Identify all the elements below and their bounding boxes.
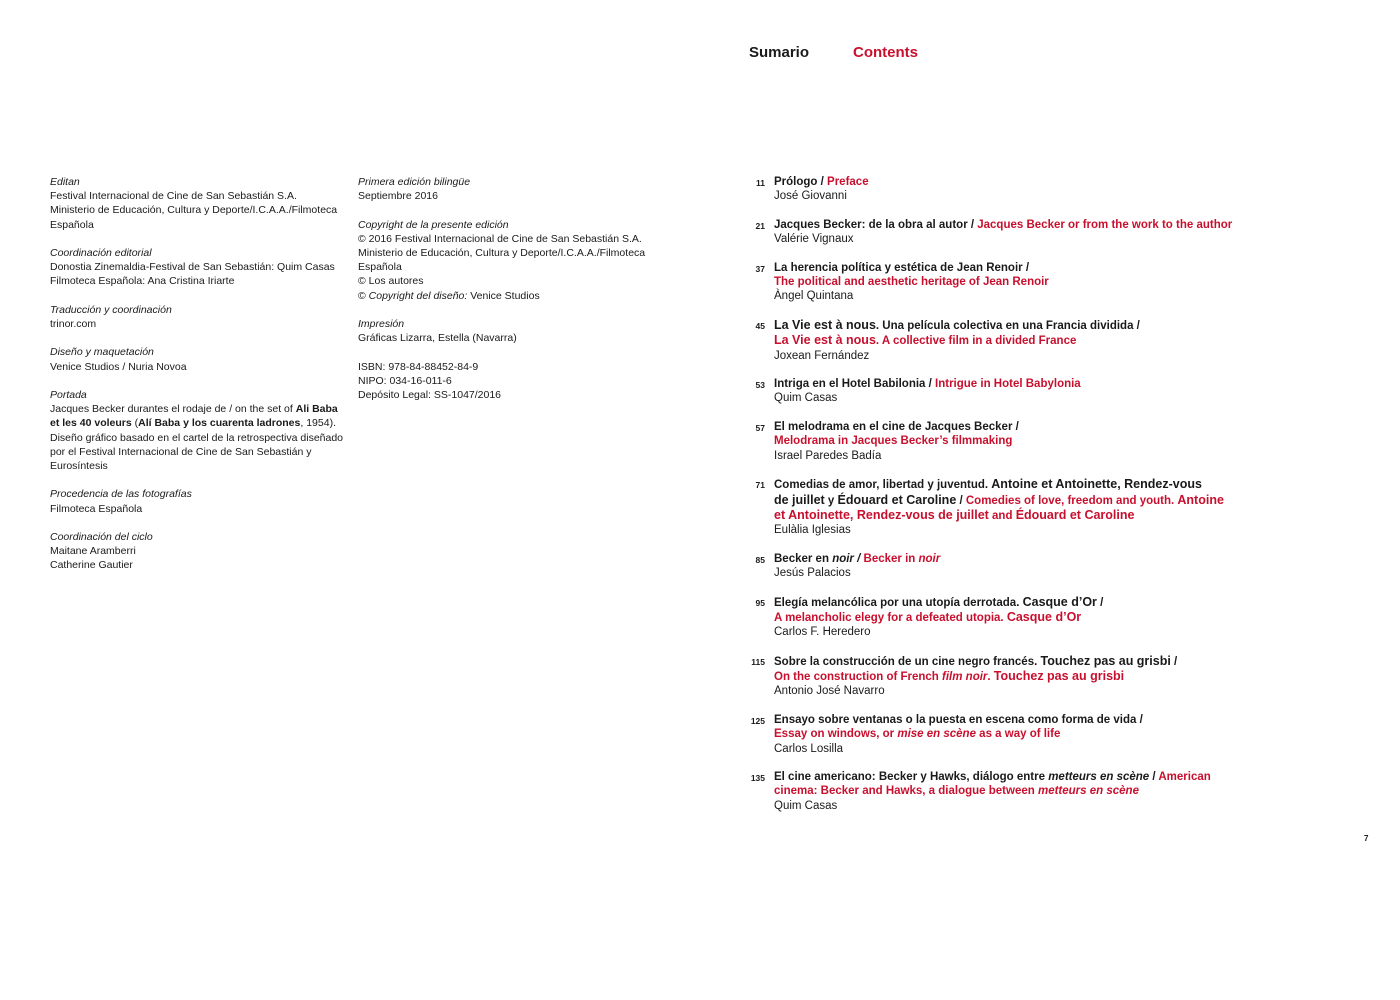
page-number: 37 xyxy=(755,263,765,274)
nipo: NIPO: 034-16-011-6 xyxy=(358,374,452,387)
toc-entry[interactable] xyxy=(740,261,1300,304)
credit-line: por el Festival Internacional de Cine de San Sebastián y xyxy=(50,445,312,458)
title-en xyxy=(774,333,1300,348)
film-title: Casque d’Or xyxy=(1006,609,1082,624)
title-italic: mise en scène xyxy=(897,728,976,741)
title-en: Jacques Becker or from the work to the author xyxy=(977,218,1233,231)
credit-text: , 1954). xyxy=(300,417,336,430)
film-title: et les 40 voleurs xyxy=(50,417,132,430)
entry-title xyxy=(774,175,1300,189)
entry-title-line xyxy=(774,493,1300,508)
title-en: cinema: Becker and Hawks, a dialogue between xyxy=(774,785,1038,798)
credit-label: Coordinación editorial xyxy=(50,247,152,259)
entry-author: Israel Paredes Badía xyxy=(774,449,882,462)
credit-line xyxy=(50,402,350,416)
credit-label: Portada xyxy=(50,388,87,401)
title-en: Preface xyxy=(827,176,869,188)
title-en-italic: noir xyxy=(918,552,941,565)
credit-traduccion xyxy=(50,303,350,331)
title-text: / xyxy=(1096,596,1104,609)
film-title: Antoine et Antoinette, Rendez-vous xyxy=(991,477,1202,492)
sumario-heading: Sumario xyxy=(749,44,810,61)
title-es: Intriga en el Hotel Babilonia / xyxy=(774,378,936,391)
title-text: Sobre la construcción de un cine negro francés. xyxy=(774,655,1041,668)
contents-heading: Contents xyxy=(853,44,918,61)
title-es: Ensayo sobre ventanas o la puesta en escena como forma de vida / xyxy=(774,713,1143,726)
toc-entry[interactable] xyxy=(740,377,1300,406)
title-es xyxy=(774,318,1300,333)
film-title: de juillet xyxy=(774,492,825,507)
title-italic: metteurs en scène xyxy=(1048,771,1150,784)
credit-line: Donostia Zinemaldia-Festival de San Sebastián: Quim Casas xyxy=(50,261,335,274)
title-text: / xyxy=(1170,655,1178,668)
credit-diseno xyxy=(50,345,350,373)
title-text: as a way of life xyxy=(975,728,1061,741)
title-en: and xyxy=(988,509,1016,522)
credit-label: Traducción y coordinación xyxy=(50,303,172,316)
credit-line xyxy=(50,416,350,430)
entry-title-line xyxy=(774,770,1300,784)
title-text: . A collective film in a divided France xyxy=(875,335,1077,348)
contents-header xyxy=(749,44,918,61)
title-text: Elegía melancólica por una utopía derrotada. xyxy=(774,596,1023,609)
credit-primera-edicion xyxy=(358,175,658,203)
toc-entry[interactable] xyxy=(740,595,1300,640)
title-es xyxy=(774,595,1300,610)
credit-line: © Los autores xyxy=(358,275,424,288)
credit-label: Copyright de la presente edición xyxy=(358,218,509,231)
credit-line: Maitane Aramberri xyxy=(50,545,136,558)
entry-author: Quim Casas xyxy=(774,799,838,812)
toc-entry[interactable] xyxy=(740,654,1300,699)
title-es: La herencia política y estética de Jean Renoir / xyxy=(774,261,1030,274)
film-title: La Vie est à nous xyxy=(774,317,876,332)
title-italic: film noir xyxy=(942,671,988,684)
title-text: . xyxy=(987,671,994,684)
credit-line: Española xyxy=(358,261,402,274)
title-es xyxy=(774,654,1300,669)
credit-coord-editorial xyxy=(50,246,350,289)
credit-line: Eurosíntesis xyxy=(50,460,108,472)
credit-procedencia xyxy=(50,487,350,515)
title-es: Becker en xyxy=(774,552,833,565)
film-title: Édouard et Caroline xyxy=(837,492,957,507)
title-en: Intrigue in Hotel Babylonia xyxy=(935,378,1081,391)
page-folio: 7 xyxy=(1364,834,1369,843)
film-title: Casque d’Or xyxy=(1022,594,1097,609)
title-es: / xyxy=(853,552,864,565)
film-title: Alí Baba y los cuarenta ladrones xyxy=(138,417,301,430)
page-number: 125 xyxy=(750,715,765,726)
title-es-italic: noir xyxy=(832,552,854,565)
page-number: 21 xyxy=(755,220,765,231)
film-title: Antoine xyxy=(1177,492,1224,507)
toc-entry[interactable] xyxy=(740,318,1300,363)
entry-title xyxy=(774,377,1300,391)
page-number: 115 xyxy=(751,656,765,667)
film-title: Touchez pas au grisbi xyxy=(993,669,1125,684)
credit-line: Catherine Gautier xyxy=(50,559,133,572)
film-title: Touchez pas au grisbi xyxy=(1040,653,1171,668)
toc-entry[interactable] xyxy=(740,552,1300,581)
title-es: / xyxy=(1149,771,1159,784)
credit-line: Ministerio de Educación, Cultura y Deporte/I.C.A.A./Filmoteca xyxy=(50,204,338,217)
credit-line: trinor.com xyxy=(50,318,97,330)
entry-author: Joxean Fernández xyxy=(774,349,870,362)
credit-line: Filmoteca Española xyxy=(50,502,143,515)
entry-title-line xyxy=(774,784,1300,798)
toc-entry[interactable] xyxy=(740,218,1300,247)
title-en xyxy=(774,669,1300,684)
credit-line: Filmoteca Española: Ana Cristina Iriarte xyxy=(50,275,235,288)
title-text: A melancholic elegy for a defeated utopia. xyxy=(774,611,1007,624)
credit-label: Editan xyxy=(50,176,80,188)
title-en xyxy=(774,727,1300,741)
title-italic: metteurs en scène xyxy=(1037,785,1139,798)
credit-label: Primera edición bilingüe xyxy=(358,176,471,188)
credit-line: Festival Internacional de Cine de San Sebastián S.A. xyxy=(50,190,297,203)
page-number: 71 xyxy=(755,480,765,491)
credit-text: Venice Studios xyxy=(467,289,540,302)
title-en xyxy=(774,610,1300,625)
toc-entry[interactable] xyxy=(740,770,1300,813)
credit-copyright xyxy=(358,218,658,303)
credit-text: Copyright del diseño: xyxy=(368,289,468,302)
credit-text: ( xyxy=(131,417,139,430)
credit-editan xyxy=(50,175,350,232)
credit-line: Venice Studios / Nuria Novoa xyxy=(50,360,187,373)
page-number: 53 xyxy=(755,380,765,391)
film-title: La Vie est à nous xyxy=(774,333,876,348)
credit-text: © xyxy=(358,289,369,302)
page-number: 85 xyxy=(755,554,765,565)
credit-label: Coordinación del ciclo xyxy=(50,530,153,543)
title-en: Becker in xyxy=(863,552,919,565)
entry-author: Valérie Vignaux xyxy=(774,233,854,246)
entry-author: Carlos Losilla xyxy=(774,742,844,755)
entry-title xyxy=(774,552,1300,566)
title-en: The political and aesthetic heritage of Jean Renoir xyxy=(774,276,1049,289)
entry-author: Àngel Quintana xyxy=(774,290,854,303)
title-text: On the construction of French xyxy=(774,671,943,684)
title-en: American xyxy=(1158,771,1211,784)
credit-line: Española xyxy=(50,218,94,231)
toc-entry[interactable] xyxy=(740,175,1300,204)
credit-impresion xyxy=(358,317,658,345)
credit-legal xyxy=(358,360,658,403)
title-es: Comedias de amor, libertad y juventud. xyxy=(774,479,992,492)
page-number: 57 xyxy=(755,423,765,434)
title-es: Prólogo / xyxy=(774,176,828,188)
credit-line: Septiembre 2016 xyxy=(358,190,438,203)
entry-title xyxy=(774,218,1300,232)
title-es: Jacques Becker: de la obra al autor / xyxy=(774,218,978,231)
title-es: y xyxy=(824,494,838,507)
page-number: 11 xyxy=(756,178,765,188)
entry-author: José Giovanni xyxy=(774,190,847,203)
credit-text: Jacques Becker durantes el rodaje de / on the set of xyxy=(50,403,296,416)
page-number: 135 xyxy=(750,773,765,784)
credit-line: Gráficas Lizarra, Estella (Navarra) xyxy=(358,332,517,345)
title-en: Comedies of love, freedom and youth. xyxy=(965,494,1178,507)
entry-author: Quim Casas xyxy=(774,392,838,405)
isbn: ISBN: 978-84-88452-84-9 xyxy=(358,360,479,373)
title-es: / xyxy=(956,494,966,507)
credit-coord-ciclo xyxy=(50,530,350,573)
film-title: Édouard et Caroline xyxy=(1015,507,1135,522)
film-title: Ali Baba xyxy=(295,403,338,416)
title-es: El melodrama en el cine de Jacques Becker / xyxy=(774,421,1019,434)
title-text: . Una película colectiva en una Francia dividida / xyxy=(875,319,1140,332)
page-number: 95 xyxy=(755,597,765,608)
entry-author: Carlos F. Heredero xyxy=(774,626,871,639)
entry-title-line xyxy=(774,508,1300,523)
toc-entry[interactable] xyxy=(740,420,1300,463)
credit-label: Impresión xyxy=(358,318,405,330)
credit-line: Diseño gráfico basado en el cartel de la retrospectiva diseñado xyxy=(50,431,344,444)
title-text: Essay on windows, or xyxy=(774,728,898,741)
title-es: El cine americano: Becker y Hawks, diálogo entre xyxy=(774,771,1049,784)
entry-title-line xyxy=(774,477,1300,492)
credit-label: Procedencia de las fotografías xyxy=(50,488,192,501)
entry-author: Jesús Palacios xyxy=(774,567,851,580)
credit-label: Diseño y maquetación xyxy=(50,346,154,359)
credits-column-right xyxy=(358,175,658,416)
entry-author: Antonio José Navarro xyxy=(774,685,885,698)
deposito-legal: Depósito Legal: SS-1047/2016 xyxy=(358,389,502,401)
credit-line xyxy=(358,289,658,303)
credits-column-left xyxy=(50,175,350,587)
credit-line: © 2016 Festival Internacional de Cine de San Sebastián S.A. xyxy=(358,232,642,245)
credit-portada xyxy=(50,388,350,473)
toc-entry[interactable] xyxy=(740,713,1300,756)
page-number: 45 xyxy=(755,320,765,331)
table-of-contents xyxy=(740,175,1300,827)
entry-author: Eulàlia Iglesias xyxy=(774,524,851,537)
film-title: et Antoinette, Rendez-vous de juillet xyxy=(774,507,989,522)
title-en: Melodrama in Jacques Becker’s filmmaking xyxy=(774,435,1013,448)
toc-entry[interactable] xyxy=(740,477,1300,537)
credit-line: Ministerio de Educación, Cultura y Deporte/I.C.A.A./Filmoteca xyxy=(358,247,646,259)
